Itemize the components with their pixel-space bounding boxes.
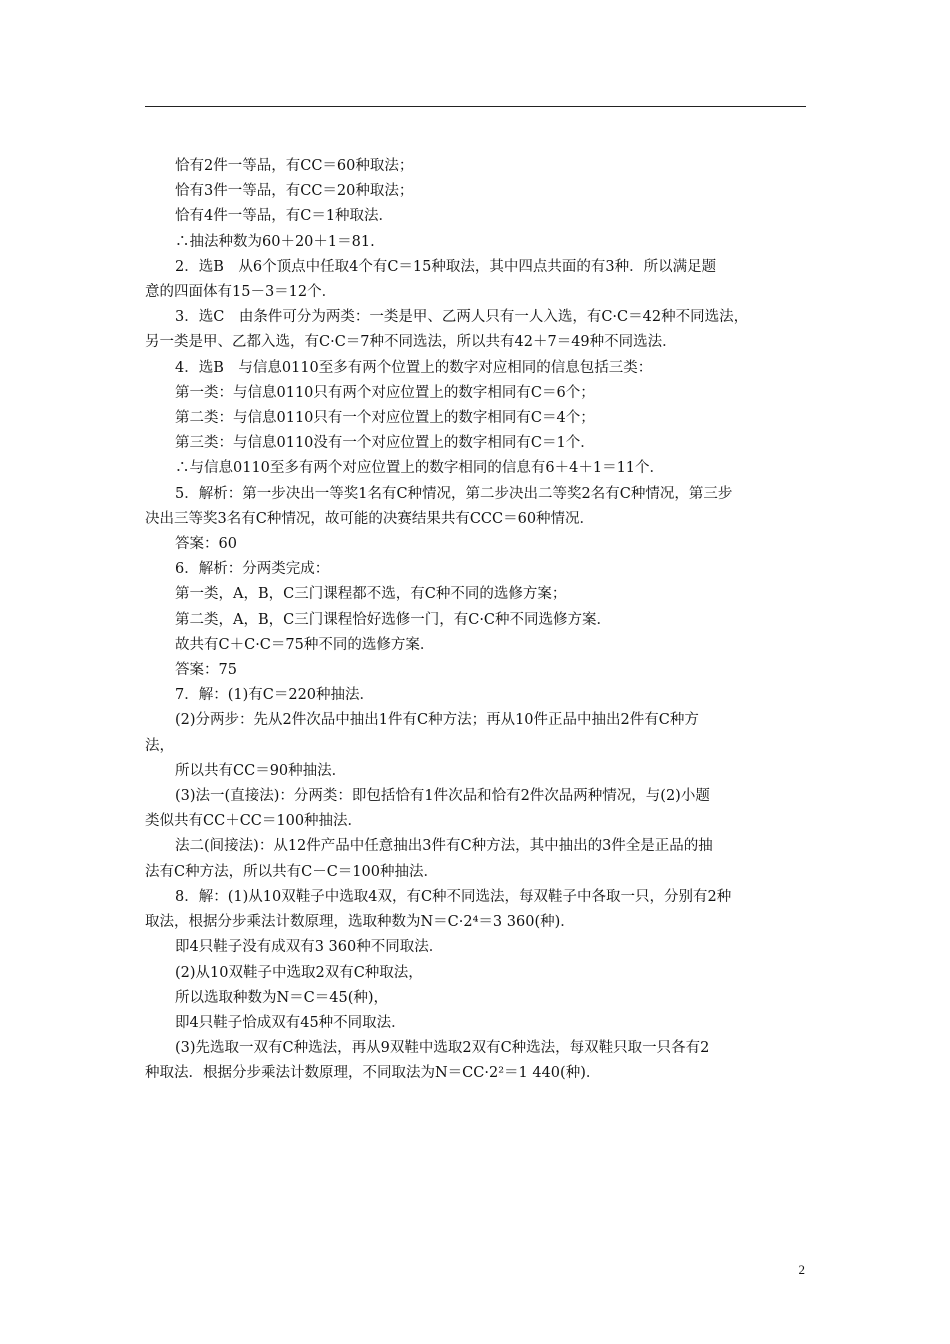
text-line: 答案：75 bbox=[175, 662, 237, 679]
text-line: (3)先选取一双有C种选法，再从9双鞋中选取2双有C种选法，每双鞋只取一只各有2 bbox=[175, 1040, 710, 1057]
header-rule bbox=[145, 106, 806, 107]
text-line: 第二类，A，B，C三门课程恰好选修一门，有C·C种不同选修方案． bbox=[175, 611, 612, 628]
page-number: 2 bbox=[798, 1262, 805, 1277]
text-line: 第三类：与信息0110没有一个对应位置上的数字相同有C＝1个． bbox=[175, 435, 595, 452]
text-line: 法， bbox=[145, 737, 174, 754]
text-line: 故共有C＋C·C＝75种不同的选修方案． bbox=[175, 636, 435, 653]
text-line: 第一类，A，B，C三门课程都不选，有C种不同的选修方案； bbox=[175, 586, 567, 603]
text-line: 6．解析：分两类完成： bbox=[175, 561, 330, 578]
text-line: 意的四面体有15－3＝12个． bbox=[145, 284, 337, 301]
text-line: 2．选B 从6个顶点中任取4个有C＝15种取法，其中四点共面的有3种．所以满足题 bbox=[175, 258, 717, 275]
text-line: 第二类：与信息0110只有一个对应位置上的数字相同有C＝4个； bbox=[175, 410, 595, 427]
text-line: 法有C种方法，所以共有C－C＝100种抽法． bbox=[145, 863, 438, 880]
text-line: 恰有4件一等品，有C＝1种取法． bbox=[175, 208, 394, 225]
text-line: 法二(间接法)：从12件产品中任意抽出3件有C种方法，其中抽出的3件全是正品的抽 bbox=[175, 838, 713, 855]
text-line: 所以选取种数为N＝C＝45(种)， bbox=[175, 989, 389, 1006]
text-line: 另一类是甲、乙都入选，有C·C＝7种不同选法，所以共有42＋7＝49种不同选法． bbox=[145, 334, 677, 351]
text-line: 4．选B 与信息0110至多有两个位置上的数字对应相同的信息包括三类： bbox=[175, 359, 653, 376]
text-line: (2)从10双鞋子中选取2双有C种取法， bbox=[175, 964, 423, 981]
text-line: ∴与信息0110至多有两个对应位置上的数字相同的信息有6＋4＋1＝11个． bbox=[175, 460, 665, 477]
solution-text bbox=[145, 154, 806, 1087]
text-line: 3．选C 由条件可分为两类：一类是甲、乙两人只有一人入选，有C·C＝42种不同选法， bbox=[175, 309, 749, 326]
text-line: (3)法一(直接法)：分两类：即包括恰有1件次品和恰有2件次品两种情况，与(2)小题 bbox=[175, 788, 710, 805]
text-line: 恰有2件一等品，有CC＝60种取法； bbox=[175, 158, 414, 174]
text-line: 种取法．根据分步乘法计数原理，不同取法为N＝CC·2²＝1 440(种)． bbox=[145, 1065, 601, 1082]
text-line: 8．解：(1)从10双鞋子中选取4双，有C种不同选法，每双鞋子中各取一只，分别有2种 bbox=[175, 888, 732, 905]
text-line: 7．解：(1)有C＝220种抽法． bbox=[175, 687, 375, 704]
text-line: 取法，根据分步乘法计数原理，选取种数为N＝C·2⁴＝3 360(种)． bbox=[145, 914, 575, 931]
text-line: 5．解析：第一步决出一等奖1名有C种情况，第二步决出二等奖2名有C种情况，第三步 bbox=[175, 485, 733, 502]
text-line: 类似共有CC＋CC＝100种抽法． bbox=[145, 813, 363, 830]
text-line: (2)分两步：先从2件次品中抽出1件有C种方法；再从10件正品中抽出2件有C种方 bbox=[175, 712, 699, 729]
text-line: 即4只鞋子没有成双有3 360种不同取法． bbox=[175, 939, 444, 956]
text-line: 决出三等奖3名有C种情况，故可能的决赛结果共有CCC＝60种情况． bbox=[145, 510, 595, 527]
text-line: 所以共有CC＝90种抽法． bbox=[175, 762, 347, 779]
text-line: 第一类：与信息0110只有两个对应位置上的数字相同有C＝6个； bbox=[175, 384, 595, 401]
text-line: 答案：60 bbox=[175, 536, 237, 553]
text-line: 即4只鞋子恰成双有45种不同取法． bbox=[175, 1014, 406, 1031]
text-line: ∴抽法种数为60＋20＋1＝81. bbox=[175, 233, 375, 250]
text-line: 恰有3件一等品，有CC＝20种取法； bbox=[175, 183, 414, 200]
